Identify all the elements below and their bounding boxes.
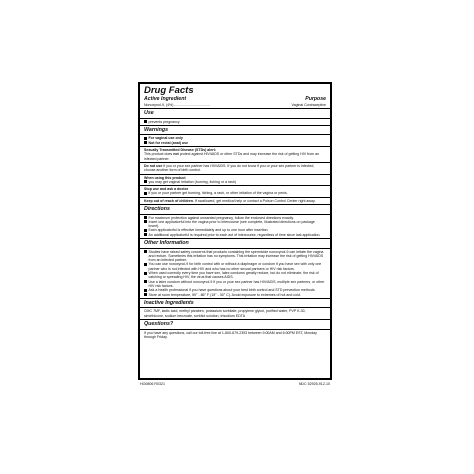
purpose-heading: Purpose [305,96,326,103]
bullet-icon [144,280,147,283]
inactive-ingredients-text: CMC 7MF, lactic acid, methyl paraben, potassium sorbitate, propylene glycol, purified water, PVP K-30, simethicone, sodium benzoate, sorbitol solution, trisodium EDTA [144,309,306,318]
list-item: You can use nonoxynol-9 for birth control with or without a diaphragm or condom if you have sex with only one partner who is not infected with HIV and who has no other sexual partners or HIV risk factors. [144,262,326,271]
list-item: Ask a health professional if you have questions about your best birth control and STD prevention methods. [144,288,326,292]
use-heading: Use [140,109,330,118]
list-item: When used correctly every time you have sex, latex condoms greatly reduce, but do not eliminate, the risk of catching or spreading HIV, the virus that causes AIDS. [144,271,326,280]
other-information-section [140,249,330,298]
bullet-icon [144,137,147,140]
warnings-section [140,135,330,146]
list-item: Store at room temperature, 59° - 86° F (15° - 30° C). Avoid exposure to extremes of hot and cold. [144,293,326,297]
ndc-code: NDC 52925-912-10 [298,382,330,386]
std-alert [140,146,330,162]
questions-text: If you have any questions, call our toll-free line at 1-800-679-2393 between 9:00AM and 6:00PM EST, Monday through Friday. [144,330,317,339]
list-item: Insert one applicatorful into the vagina prior to intercourse (see complete, illustrated directions on package insert). [144,220,326,229]
other-information-heading: Other Information [140,238,330,248]
bullet-icon [144,272,147,275]
active-ingredient-value: Nonoxynol-9, (4%) .................................... [144,102,210,107]
list-item: An additional applicatorful is required prior to each act of intercourse, regardless of time since last application. [144,233,326,237]
bullet-icon [144,250,147,253]
directions-heading: Directions [140,204,330,214]
list-item: if you or your partner get burning, itching, a rash, or other irritation of the vagina or penis. [144,191,326,195]
drug-facts-label [138,82,332,380]
list-item: you may get vaginal irritation (burning, itching or a rash) [144,180,326,184]
bullet-icon [144,120,147,123]
list-item: For vaginal use only [144,136,326,140]
bullet-icon [144,233,147,236]
list-item: Studies have raised safety concerns that products containing the spermicide nonoxynol-9 can irritate the vagina and rectum. Sometimes this irritation has no symptoms. This irritation may increase the risk of getting HIV/AIDS from an infected partner. [144,250,326,263]
purpose-value: Vaginal Contraceptive [291,102,326,107]
when-using: When using this product you may get vaginal irritation (burning, itching or a rash) [140,174,330,186]
active-ingredient-heading: Active Ingredient [144,96,187,103]
label-footer [138,382,332,386]
bullet-icon [144,141,147,144]
do-not-use: Do not use if you or your sex partner has HIV/AIDS. If you do not know if you or your sex partner is infected, choose another form of birth control. [140,162,330,174]
inactive-ingredients-heading: Inactive Ingredients [140,298,330,308]
list-item: Not for rectal (anal) use [144,141,326,145]
list-item: Each applicatorful is effective immediately and up to one hour after insertion. [144,228,326,232]
bullet-icon [144,229,147,232]
bullet-icon [144,220,147,223]
drug-facts-title: Drug Facts [144,85,194,96]
bullet-icon [144,289,147,292]
bullet-icon [144,293,147,296]
bullet-icon [144,180,147,183]
bullet-icon [144,263,147,266]
directions-section [140,215,330,239]
list-item: For maximum protection against unwanted pregnancy, follow the enclosed directions exactly. [144,216,326,220]
bullet-icon [144,192,147,195]
keep-out-of-reach: Keep out of reach of children. If swallowed, get medical help or contact a Poison Control Center right away. [140,197,330,204]
list-item: prevents pregnancy [144,120,326,124]
std-alert-title: Sexually Transmitted Disease (STDs) alert: [144,147,216,152]
questions-heading: Questions? [140,319,330,329]
std-alert-text: This product does not protect against HIV/AIDS or other STDs and may increase the risk of getting HIV from an infected partner. [144,152,320,161]
bullet-icon [144,216,147,219]
warnings-heading: Warnings [140,125,330,135]
stop-use: Stop use and ask a doctor if you or your partner get burning, itching, a rash, or other irritation of the vagina or penis. [140,185,330,197]
list-item: Use a latex condom without nonoxynol-9 if you or your sex partner has HIV/AIDS, multiple sex partners, or other HIV risk factors. [144,280,326,289]
lot-code: HO0806 R0321 [140,382,165,386]
